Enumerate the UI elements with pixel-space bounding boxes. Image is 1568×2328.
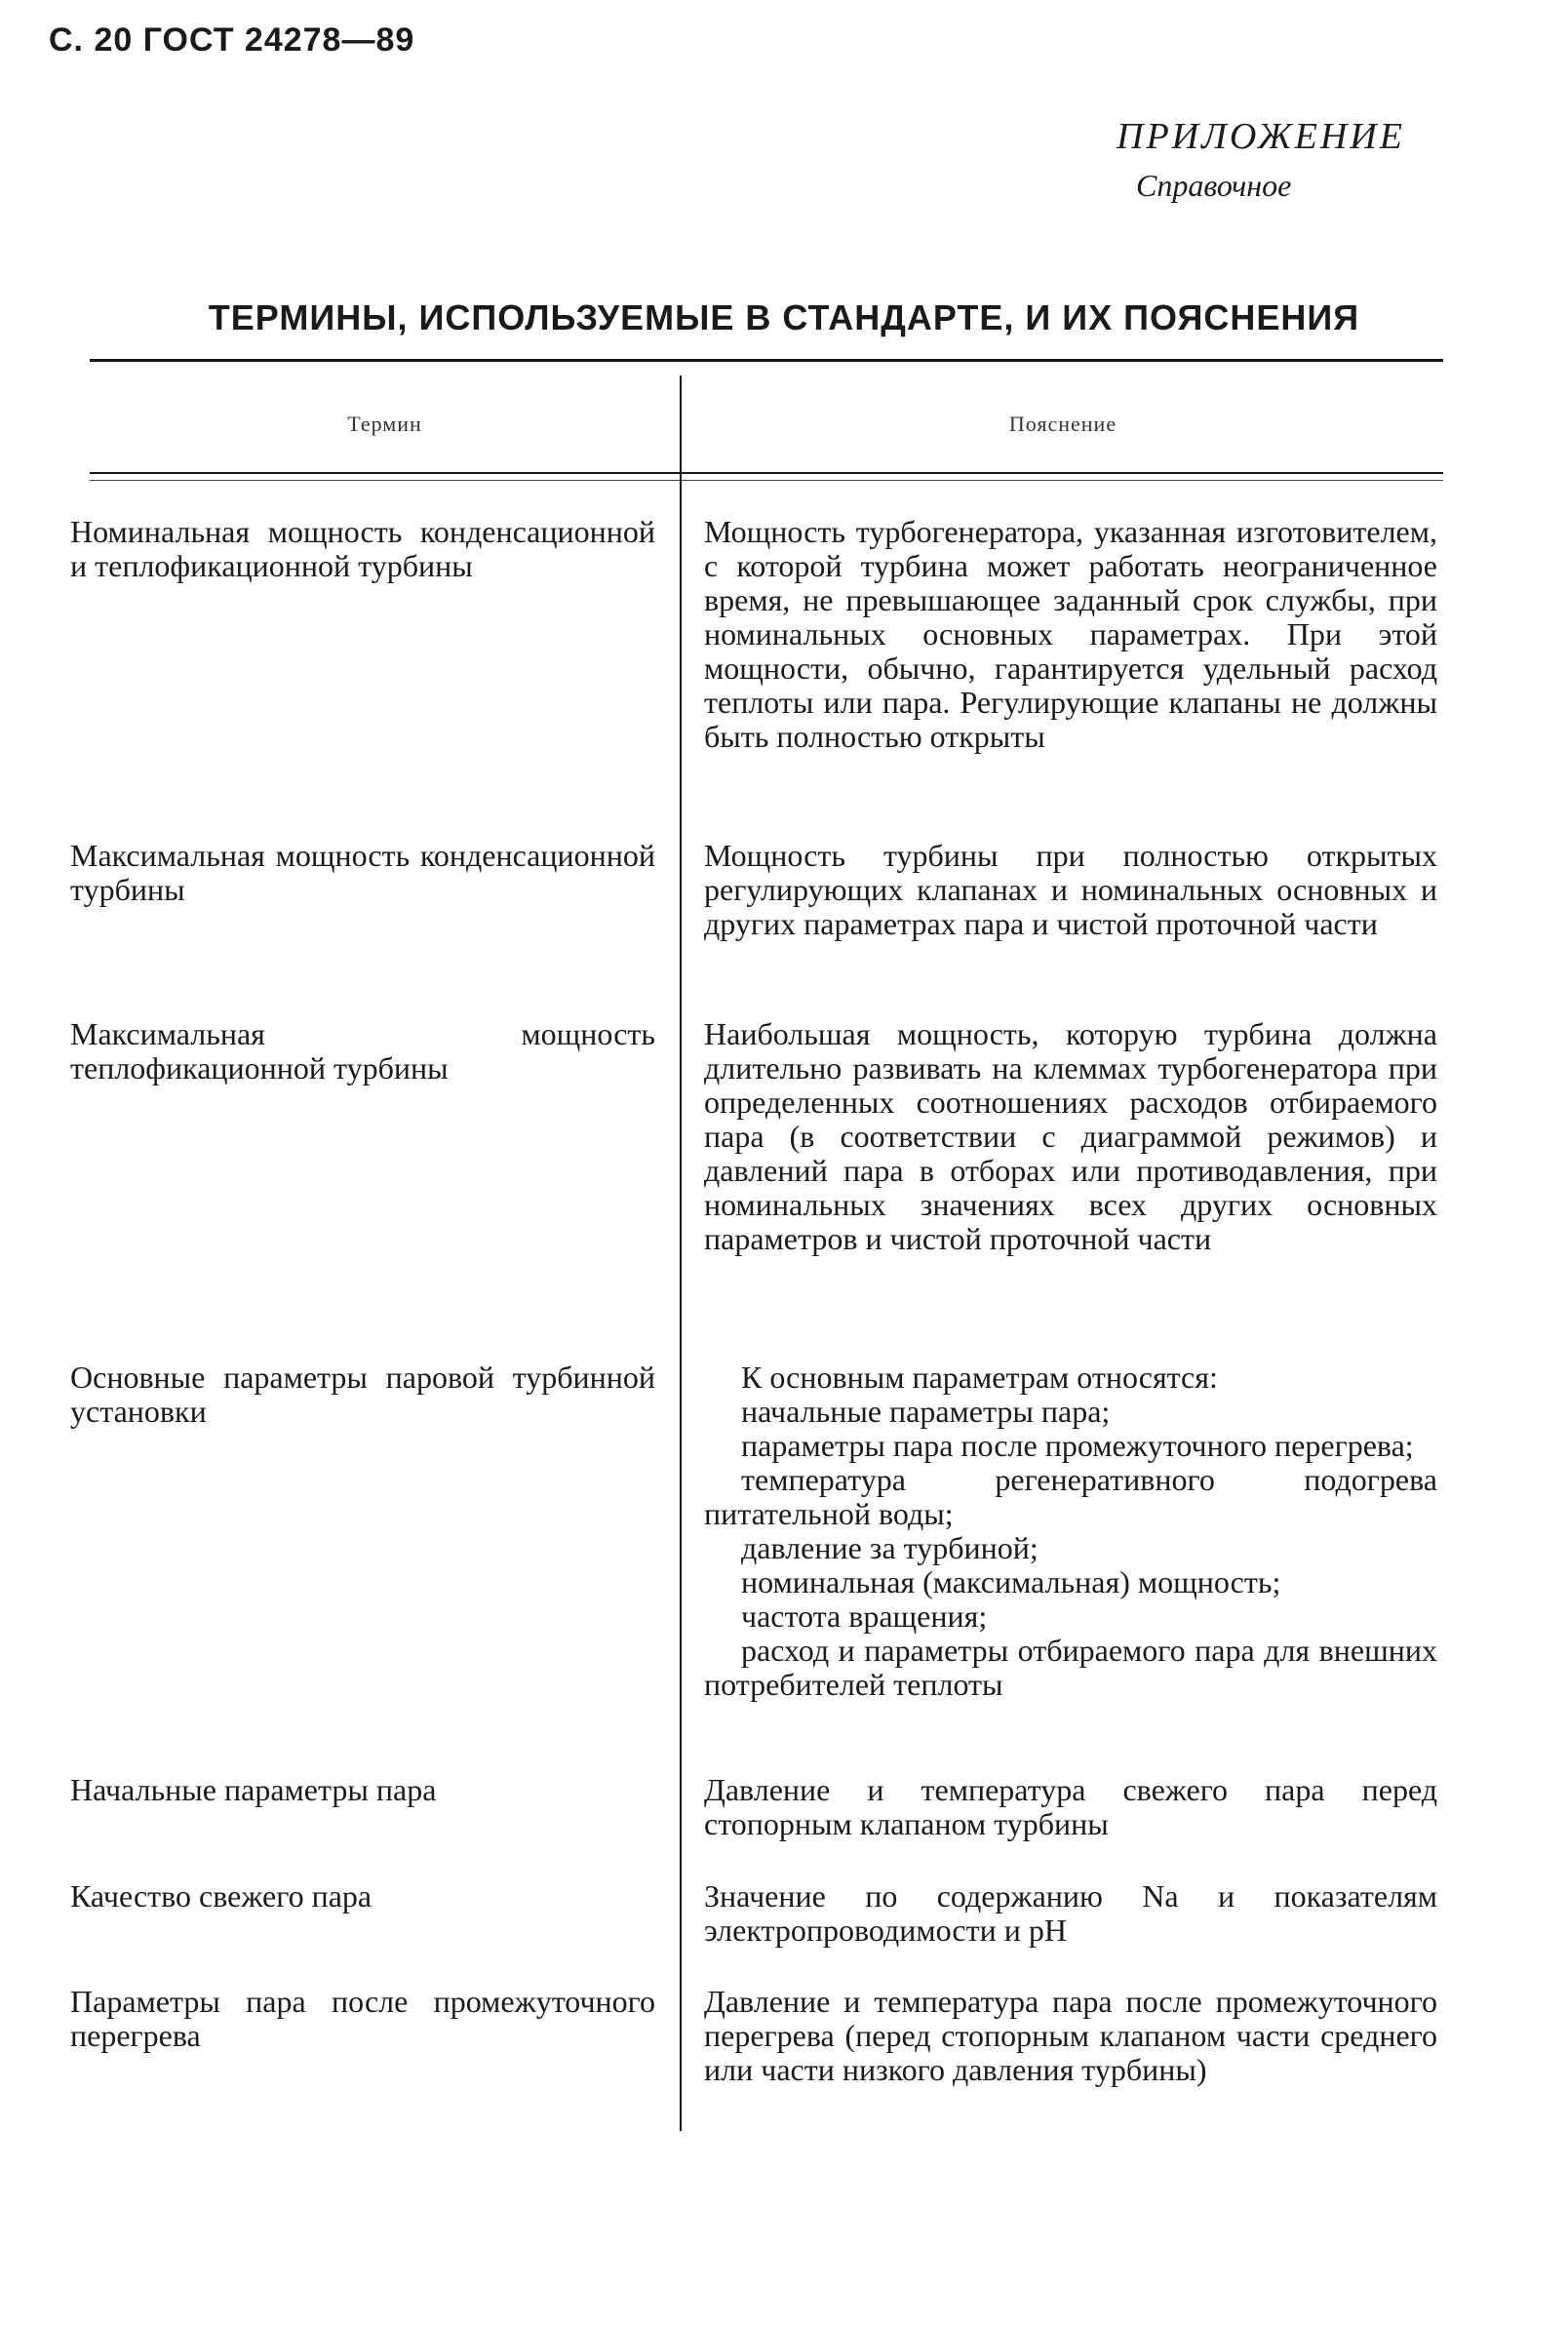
explanation-cell-2: Мощность турбины при полностью открытых регулирующих клапанах и номинальных основных и других параметрах пара и чистой проточной части: [704, 838, 1437, 941]
list-item: давление за турбиной;: [741, 1530, 1039, 1565]
list-item: расход и параметры отбираемого пара для внешних потребителей теплоты: [704, 1633, 1437, 1702]
term-cell-2: Максимальная мощность конденсационной турбины: [70, 838, 655, 907]
explanation-cell-4: [704, 1361, 1437, 1702]
term-cell-4: Основные параметры паровой турбинной установки: [70, 1360, 655, 1429]
explanation-cell-1: Мощность турбогенератора, указанная изготовителем, с которой турбина может работать неограниченное время, не превышающее заданный срок службы, при номинальных основных параметрах. При этой мощности, обычно, гарантируется удельный расход теплоты или пара. Регулирующие клапаны не должны быть полностью открыты: [704, 514, 1437, 754]
explanation-cell-7: Давление и температура пара после промежуточного перегрева (перед стопорным клапаном части среднего или части низкого давления турбины): [704, 1984, 1437, 2087]
list-item: параметры пара после промежуточного перегрева;: [741, 1428, 1414, 1463]
term-cell-5: Начальные параметры пара: [70, 1772, 437, 1807]
table-top-rule: [90, 359, 1443, 362]
page-header: С. 20 ГОСТ 24278—89: [49, 21, 415, 59]
appendix-title: ПРИЛОЖЕНИЕ: [1117, 116, 1405, 157]
header-bottom-rule: [90, 472, 1443, 474]
header-bottom-rule-2: [90, 480, 1443, 481]
list-item: начальные параметры пара;: [741, 1394, 1111, 1429]
explanation-cell-3: Наибольшая мощность, которую турбина должна длительно развивать на клеммах турбогенератора при определенных соотношениях расходов отбираемого пара (в соответствии с диаграммой режимов) и давлений пара в отборах или противодавления, при номинальных значениях всех других основных параметров и чистой проточной части: [704, 1016, 1437, 1256]
explanation-cell-5: Давление и температура свежего пара перед стопорным клапаном турбины: [704, 1772, 1437, 1841]
list-item: номинальная (максимальная) мощность;: [741, 1564, 1281, 1599]
column-header-explanation: Пояснение: [1008, 412, 1117, 436]
column-header-term: Термин: [347, 412, 422, 436]
term-cell-1: Номинальная мощность конденсационной и теплофикационной турбины: [70, 514, 655, 583]
term-cell-6: Качество свежего пара: [70, 1878, 372, 1914]
explanation-cell-6: Значение по содержанию Na и показателям электропроводимости и pH: [704, 1878, 1437, 1948]
appendix-block: [1117, 115, 1405, 204]
list-item: частота вращения;: [741, 1598, 988, 1634]
document-title: ТЕРМИНЫ, ИСПОЛЬЗУЕМЫЕ В СТАНДАРТЕ, И ИХ ПОЯСНЕНИЯ: [208, 297, 1360, 337]
list-item: температура регенеративного подогрева питательной воды;: [704, 1462, 1437, 1531]
list-item: К основным параметрам относятся:: [741, 1360, 1218, 1395]
column-divider: [680, 375, 682, 2131]
appendix-subtitle: Справочное: [1136, 168, 1292, 203]
term-cell-7: Параметры пара после промежуточного перегрева: [70, 1984, 655, 2053]
term-cell-3: Максимальная мощность теплофикационной турбины: [70, 1016, 655, 1085]
